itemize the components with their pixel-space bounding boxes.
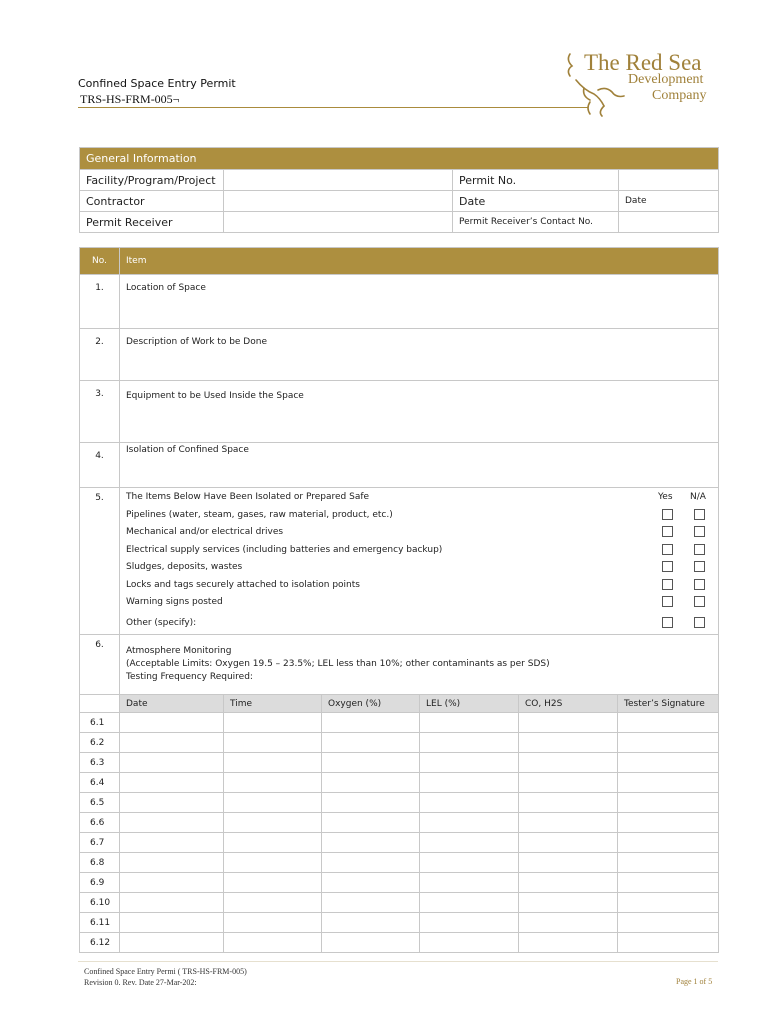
monitoring-cell[interactable]: [618, 913, 719, 933]
header-divider: [78, 107, 588, 108]
monitoring-cell[interactable]: [519, 733, 618, 753]
logo-text-line1: The Red Sea: [584, 50, 702, 75]
monitoring-cell[interactable]: [519, 873, 618, 893]
monitoring-cell[interactable]: [420, 813, 519, 833]
date-label: Date: [453, 191, 619, 212]
monitoring-row: [80, 733, 719, 753]
monitoring-cell[interactable]: [322, 833, 420, 853]
checklist-row-label[interactable]: Other (specify):: [126, 617, 197, 628]
yes-checkbox[interactable]: [662, 509, 673, 520]
col-item-header: Item: [120, 248, 719, 275]
yes-header: Yes: [658, 492, 673, 502]
receiver-contact-label: Permit Receiver’s Contact No.: [453, 212, 619, 233]
monitoring-cell[interactable]: [420, 733, 519, 753]
receiver-contact-field[interactable]: [619, 212, 719, 233]
na-header: N/A: [690, 492, 706, 502]
monitoring-row: [80, 913, 719, 933]
contractor-label: Contractor: [80, 191, 224, 212]
monitoring-cell[interactable]: [120, 853, 224, 873]
monitoring-cell[interactable]: [519, 913, 618, 933]
monitoring-cell[interactable]: [322, 733, 420, 753]
item-description-of-work[interactable]: Description of Work to be Done: [120, 329, 719, 381]
col-oxygen-header: Oxygen (%): [322, 695, 420, 713]
monitoring-cell[interactable]: [519, 833, 618, 853]
permit-receiver-label: Permit Receiver: [80, 212, 224, 233]
monitoring-row: [80, 873, 719, 893]
item-no: 3.: [80, 381, 120, 443]
monitoring-row: [80, 753, 719, 773]
checklist-row: [126, 524, 712, 542]
permit-no-field[interactable]: [619, 170, 719, 191]
col-no-header: No.: [80, 248, 120, 275]
na-checkbox[interactable]: [694, 544, 705, 555]
logo-text-line2: Development: [628, 72, 704, 87]
checklist-row: [126, 559, 712, 577]
atmosphere-title: Atmosphere Monitoring: [126, 646, 232, 656]
facility-field[interactable]: [224, 170, 453, 191]
yes-checkbox[interactable]: [662, 526, 673, 537]
monitoring-row: [80, 893, 719, 913]
monitoring-cell[interactable]: [120, 933, 224, 953]
col-lel-header: LEL (%): [420, 695, 519, 713]
monitoring-cell[interactable]: [120, 753, 224, 773]
monitoring-row-number: 6.4: [80, 773, 120, 793]
document-code: TRS-HS-FRM-005¬: [80, 92, 180, 106]
monitoring-row: [80, 713, 719, 733]
permit-receiver-field[interactable]: [224, 212, 453, 233]
page-number: Page 1 of 5: [676, 977, 713, 986]
item-isolation[interactable]: Isolation of Confined Space: [120, 443, 719, 488]
checklist-row: [126, 577, 712, 595]
monitoring-cell[interactable]: [420, 893, 519, 913]
monitoring-cell[interactable]: [224, 893, 322, 913]
checklist-row: [126, 615, 712, 633]
monitoring-cell[interactable]: [420, 713, 519, 733]
monitoring-row: [80, 813, 719, 833]
monitoring-cell[interactable]: [224, 793, 322, 813]
monitoring-cell[interactable]: [322, 793, 420, 813]
monitoring-cell[interactable]: [224, 873, 322, 893]
monitoring-cell[interactable]: [120, 913, 224, 933]
monitoring-cell[interactable]: [120, 773, 224, 793]
yes-checkbox[interactable]: [662, 561, 673, 572]
monitoring-row-number: 6.5: [80, 793, 120, 813]
col-co-h2s-header: CO, H2S: [519, 695, 618, 713]
monitoring-cell[interactable]: [322, 813, 420, 833]
checklist-row-label: Mechanical and/or electrical drives: [126, 527, 284, 537]
monitoring-cell[interactable]: [120, 893, 224, 913]
monitoring-cell[interactable]: [618, 773, 719, 793]
monitoring-cell[interactable]: [224, 713, 322, 733]
monitoring-cell[interactable]: [120, 793, 224, 813]
na-checkbox[interactable]: [694, 596, 705, 607]
monitoring-cell[interactable]: [519, 753, 618, 773]
na-checkbox[interactable]: [694, 561, 705, 572]
checklist-row: [126, 594, 712, 612]
monitoring-cell[interactable]: [120, 813, 224, 833]
monitoring-rows: [80, 713, 719, 953]
general-information-heading: General Information: [80, 148, 719, 170]
monitoring-row: [80, 793, 719, 813]
monitoring-cell[interactable]: [224, 833, 322, 853]
monitoring-cell[interactable]: [224, 773, 322, 793]
monitoring-row-number: 6.7: [80, 833, 120, 853]
monitoring-cell[interactable]: [618, 853, 719, 873]
monitoring-row: [80, 853, 719, 873]
col-tester-signature-header: Tester’s Signature: [618, 695, 719, 713]
monitoring-row-number: 6.12: [80, 933, 120, 953]
item-location-of-space[interactable]: Location of Space: [120, 275, 719, 329]
monitoring-cell[interactable]: [224, 853, 322, 873]
monitoring-cell[interactable]: [618, 713, 719, 733]
footer-divider: [78, 961, 718, 962]
monitoring-row-number: 6.9: [80, 873, 120, 893]
monitoring-cell[interactable]: [322, 753, 420, 773]
monitoring-row-number: 6.11: [80, 913, 120, 933]
monitoring-cell[interactable]: [519, 893, 618, 913]
checklist-row-label: Warning signs posted: [126, 597, 223, 607]
monitoring-cell[interactable]: [618, 753, 719, 773]
monitoring-cell[interactable]: [120, 873, 224, 893]
monitoring-row-number: 6.6: [80, 813, 120, 833]
col-date-header: Date: [120, 695, 224, 713]
monitoring-cell[interactable]: [224, 913, 322, 933]
date-field[interactable]: Date: [619, 191, 719, 212]
monitoring-cell[interactable]: [519, 793, 618, 813]
monitoring-cell[interactable]: [519, 773, 618, 793]
checklist-row-label: Electrical supply services (including batteries and emergency backup): [126, 544, 443, 555]
monitoring-cell[interactable]: [322, 713, 420, 733]
yes-checkbox[interactable]: [662, 617, 673, 628]
facility-label: Facility/Program/Project: [80, 170, 224, 191]
checklist-row-label: Pipelines (water, steam, gases, raw material, product, etc.): [126, 509, 393, 520]
na-checkbox[interactable]: [694, 526, 705, 537]
monitoring-cell[interactable]: [618, 873, 719, 893]
acceptable-limits: (Acceptable Limits: Oxygen 19.5 – 23.5%; LEL less than 10%; other contaminants as per SDS): [126, 659, 550, 669]
monitoring-cell[interactable]: [618, 733, 719, 753]
monitoring-cell[interactable]: [322, 893, 420, 913]
monitoring-cell[interactable]: [120, 713, 224, 733]
monitoring-cell[interactable]: [618, 833, 719, 853]
permit-no-label: Permit No.: [453, 170, 619, 191]
yes-checkbox[interactable]: [662, 579, 673, 590]
monitoring-cell[interactable]: [322, 933, 420, 953]
checklist-row-label: Sludges, deposits, wastes: [126, 562, 243, 572]
monitoring-cell[interactable]: [618, 813, 719, 833]
monitoring-row-number: 6.3: [80, 753, 120, 773]
monitoring-cell[interactable]: [420, 773, 519, 793]
item-no: 4.: [80, 443, 120, 488]
monitoring-cell[interactable]: [322, 913, 420, 933]
monitoring-row: [80, 833, 719, 853]
monitoring-cell[interactable]: [420, 753, 519, 773]
monitoring-cell[interactable]: [322, 873, 420, 893]
monitoring-cell[interactable]: [420, 833, 519, 853]
monitoring-cell[interactable]: [420, 853, 519, 873]
company-logo: [560, 50, 730, 120]
item-no: 2.: [80, 329, 120, 381]
monitoring-cell[interactable]: [224, 753, 322, 773]
monitoring-cell[interactable]: [420, 933, 519, 953]
item-no: 6.: [80, 635, 120, 695]
testing-frequency[interactable]: Testing Frequency Required:: [126, 672, 253, 682]
monitoring-cell[interactable]: [519, 933, 618, 953]
isolation-checklist: [120, 488, 719, 635]
monitoring-cell[interactable]: [519, 853, 618, 873]
monitoring-row-number: 6.10: [80, 893, 120, 913]
footer-revision: Revision 0. Rev. Date 27-Mar-202:: [84, 978, 197, 987]
monitoring-row: [80, 773, 719, 793]
monitoring-cell[interactable]: [224, 813, 322, 833]
monitoring-cell[interactable]: [420, 913, 519, 933]
item-no: 1.: [80, 275, 120, 329]
monitoring-cell[interactable]: [618, 933, 719, 953]
monitoring-row-number: 6.2: [80, 733, 120, 753]
document-title: Confined Space Entry Permit: [78, 77, 236, 90]
atmosphere-monitoring: [120, 635, 719, 695]
monitoring-cell[interactable]: [519, 813, 618, 833]
monitoring-cell[interactable]: [618, 893, 719, 913]
item-no: 5.: [80, 488, 120, 635]
monitoring-cell[interactable]: [322, 853, 420, 873]
item-equipment[interactable]: Equipment to be Used Inside the Space: [120, 381, 719, 443]
footer-document-ref: Confined Space Entry Permi ( TRS-HS-FRM-005): [84, 967, 247, 976]
checklist-row-label: Locks and tags securely attached to isolation points: [126, 579, 360, 590]
monitoring-row-number: 6.8: [80, 853, 120, 873]
contractor-field[interactable]: [224, 191, 453, 212]
monitoring-cell[interactable]: [420, 873, 519, 893]
na-checkbox[interactable]: [694, 617, 705, 628]
isolation-heading: The Items Below Have Been Isolated or Prepared Safe: [126, 492, 370, 502]
monitoring-cell[interactable]: [224, 733, 322, 753]
logo-text-line3: Company: [652, 88, 707, 103]
col-time-header: Time: [224, 695, 322, 713]
monitoring-cell[interactable]: [618, 793, 719, 813]
monitoring-cell[interactable]: [519, 713, 618, 733]
checklist-row: [126, 507, 712, 525]
na-checkbox[interactable]: [694, 579, 705, 590]
yes-checkbox[interactable]: [662, 596, 673, 607]
monitoring-cell[interactable]: [420, 793, 519, 813]
checklist-table: [79, 247, 719, 953]
monitoring-cell[interactable]: [120, 733, 224, 753]
yes-checkbox[interactable]: [662, 544, 673, 555]
monitoring-row: [80, 933, 719, 953]
monitoring-cell[interactable]: [120, 833, 224, 853]
monitoring-cell[interactable]: [224, 933, 322, 953]
na-checkbox[interactable]: [694, 509, 705, 520]
monitoring-row-number: 6.1: [80, 713, 120, 733]
general-information-table: [79, 147, 719, 233]
checklist-row: [126, 542, 712, 560]
monitoring-cell[interactable]: [322, 773, 420, 793]
